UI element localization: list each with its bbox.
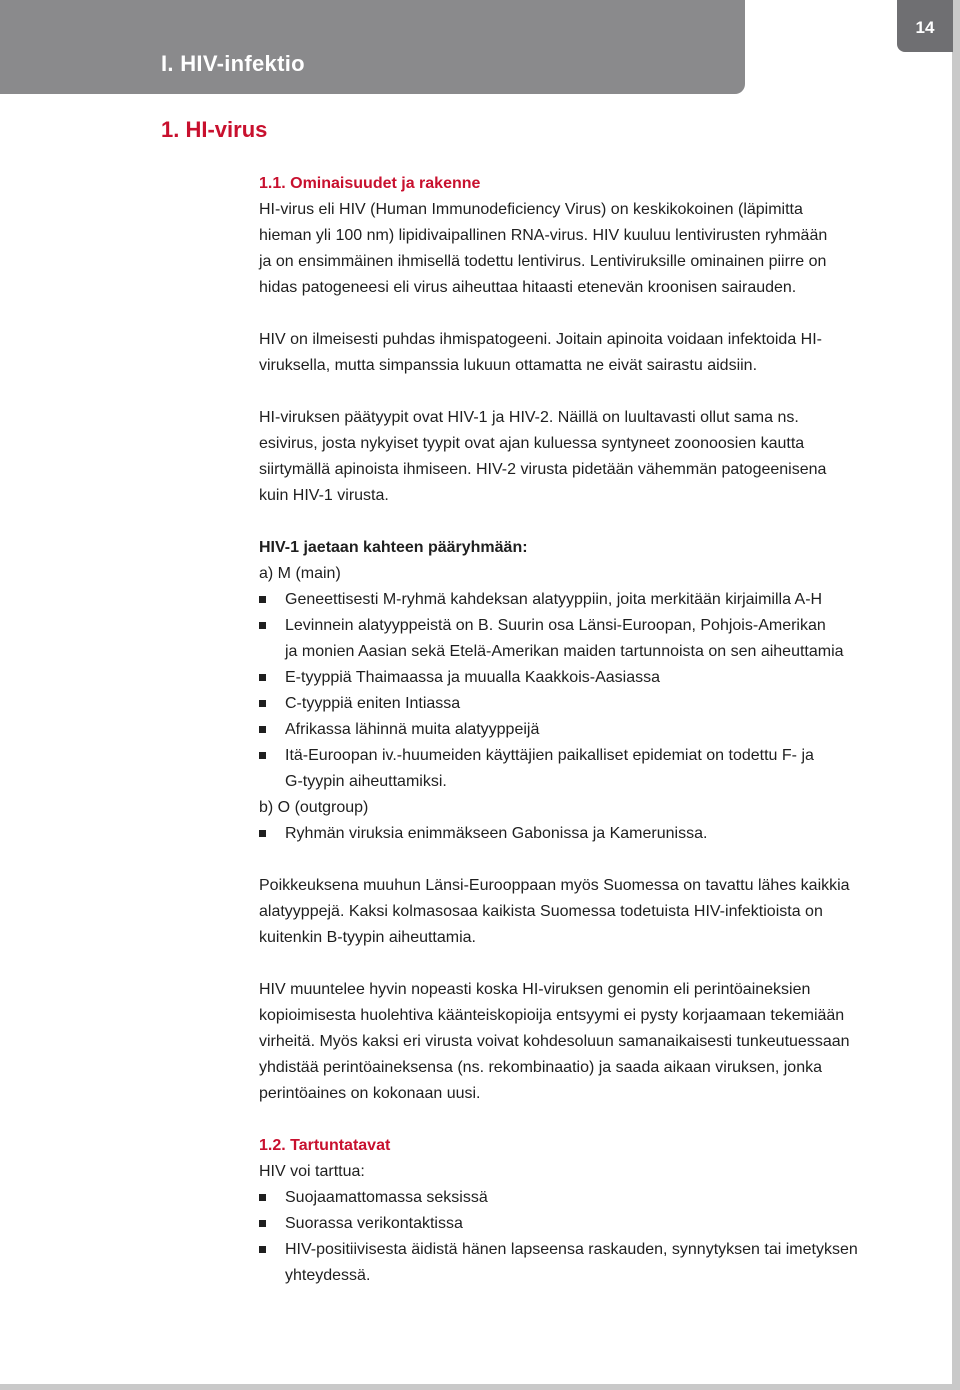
bullet-square-icon	[259, 726, 266, 733]
list-item-text: G-tyypin aiheuttamiksi.	[285, 773, 447, 790]
subsection-title-transmission: 1.2. Tartuntatavat	[259, 1137, 391, 1154]
bullet-square-icon	[259, 1246, 266, 1253]
text-line: hieman yli 100 nm) lipidivaipallinen RNA-virus. HIV kuuluu lentivirusten ryhmään	[259, 227, 828, 244]
list-item-text: Suojaamattomassa seksissä	[285, 1189, 488, 1206]
list-item	[259, 743, 909, 795]
text-line: alatyyppejä. Kaksi kolmasosaa kaikista Suomessa todetuista HIV-infektioista on	[259, 903, 823, 920]
paragraph-pathogen	[259, 327, 909, 379]
list-item	[259, 1185, 909, 1211]
list-item-text: Itä-Euroopan iv.-huumeiden käyttäjien paikalliset epidemiat on todettu F- ja	[285, 747, 814, 764]
section-title: 1. HI-virus	[161, 117, 268, 142]
group-a-bullet-list	[259, 587, 909, 795]
list-item	[259, 717, 909, 743]
header-band	[0, 0, 745, 94]
subsection-title-properties: 1.1. Ominaisuudet ja rakenne	[259, 175, 481, 192]
list-item-text: E-tyyppiä Thaimaassa ja muualla Kaakkois-Aasiassa	[285, 669, 660, 686]
list-item-text: C-tyyppiä eniten Intiassa	[285, 695, 461, 712]
text-line: kopioimisesta huolehtiva käänteiskopioija entsyymi ei pysty korjaamaan tekemiään	[259, 1007, 845, 1024]
text-line: Poikkeuksena muuhun Länsi-Eurooppaan myös Suomessa on tavattu lähes kaikkia	[259, 877, 850, 894]
bullet-square-icon	[259, 596, 266, 603]
text-line: siirtymällä apinoista ihmiseen. HIV-2 virusta pidetään vähemmän patogeenisena	[259, 461, 827, 478]
text-line: hidas patogeneesi eli virus aiheuttaa hitaasti etenevän kroonisen sairauden.	[259, 279, 797, 296]
list-item	[259, 691, 909, 717]
text-line: yhdistää perintöaineksensa (ns. rekombinaatio) ja saada aikaan viruksen, jonka	[259, 1059, 822, 1076]
group-b-label: b) O (outgroup)	[259, 799, 369, 816]
bullet-square-icon	[259, 1194, 266, 1201]
page-number-tab	[897, 0, 953, 52]
group-b-bullet-list	[259, 821, 909, 847]
paragraph-intro	[259, 197, 909, 301]
list-item-text: HIV-positiivisesta äidistä hänen lapseensa raskauden, synnytyksen tai imetyksen	[285, 1241, 858, 1258]
list-item-text: Suorassa verikontaktissa	[285, 1215, 463, 1232]
transmission-bullet-list	[259, 1185, 909, 1289]
document-body	[259, 171, 909, 1289]
list-item-text: Geneettisesti M-ryhmä kahdeksan alatyyppiin, joita merkitään kirjaimilla A-H	[285, 591, 823, 608]
text-line: HIV muuntelee hyvin nopeasti koska HI-viruksen genomin eli perintöaineksien	[259, 981, 811, 998]
text-line: ja on ensimmäinen ihmisellä todettu lentivirus. Lentiviruksille ominainen piirre on	[259, 253, 827, 270]
bullet-square-icon	[259, 752, 266, 759]
bullet-square-icon	[259, 1220, 266, 1227]
groups-heading: HIV-1 jaetaan kahteen pääryhmään:	[259, 539, 528, 556]
bullet-square-icon	[259, 622, 266, 629]
text-line: kuitenkin B-tyypin aiheuttamia.	[259, 929, 476, 946]
text-line: HI-viruksen päätyypit ovat HIV-1 ja HIV-2. Näillä on luultavasti ollut sama ns.	[259, 409, 799, 426]
page-number: 14	[915, 18, 935, 37]
list-item	[259, 587, 909, 613]
list-item-text: Afrikassa lähinnä muita alatyyppeijä	[285, 721, 540, 738]
list-item	[259, 821, 909, 847]
text-line: esivirus, josta nykyiset tyypit ovat ajan kuluessa syntyneet zoonoosien kautta	[259, 435, 805, 452]
paragraph-main-types	[259, 405, 909, 509]
chapter-title: I. HIV-infektio	[161, 51, 305, 76]
list-item-text: ja monien Aasian sekä Etelä-Amerikan maiden tartunnoista on sen aiheuttamia	[285, 643, 844, 660]
group-a-label: a) M (main)	[259, 565, 341, 582]
bullet-square-icon	[259, 830, 266, 837]
bullet-square-icon	[259, 674, 266, 681]
list-item-text: Levinnein alatyyppeistä on B. Suurin osa Länsi-Euroopan, Pohjois-Amerikan	[285, 617, 826, 634]
text-line: HI-virus eli HIV (Human Immunodeficiency Virus) on keskikokoinen (läpimitta	[259, 201, 803, 218]
text-line: HIV on ilmeisesti puhdas ihmispatogeeni. Joitain apinoita voidaan infektoida HI-	[259, 331, 822, 348]
list-item	[259, 1237, 909, 1289]
text-line: perintöaines on kokonaan uusi.	[259, 1085, 481, 1102]
text-line: viruksella, mutta simpanssia lukuun ottamatta ne eivät sairastu aidsiin.	[259, 357, 758, 374]
paragraph-mutation	[259, 977, 909, 1107]
list-item	[259, 613, 909, 665]
list-item-text: yhteydessä.	[285, 1267, 371, 1284]
text-line: kuin HIV-1 virusta.	[259, 487, 389, 504]
text-line: virheitä. Myös kaksi eri virusta voivat kohdesoluun samanaikaisesti tunkeutuessaan	[259, 1033, 850, 1050]
list-item-text: Ryhmän viruksia enimmäkseen Gabonissa ja Kamerunissa.	[285, 825, 708, 842]
bullet-square-icon	[259, 700, 266, 707]
paragraph-finland	[259, 873, 909, 951]
list-item	[259, 1211, 909, 1237]
transmission-intro: HIV voi tarttua:	[259, 1163, 365, 1180]
list-item	[259, 665, 909, 691]
